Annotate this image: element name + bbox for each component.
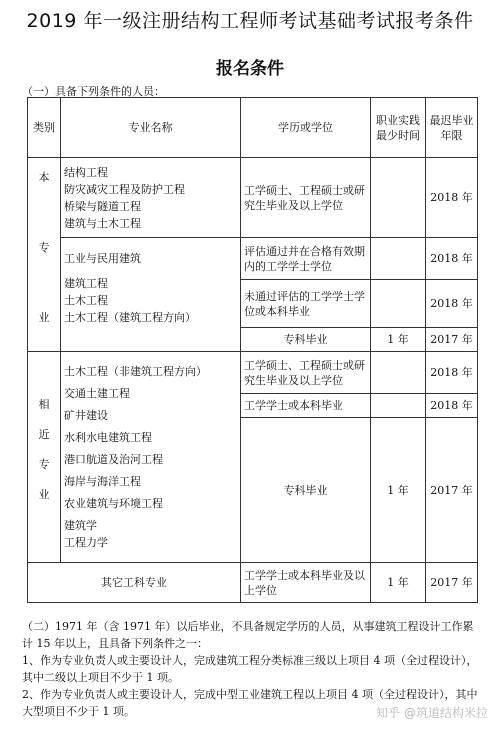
degree-cell: 工学学士或本科毕业: [241, 394, 371, 418]
min-years-cell: [371, 280, 426, 328]
latest-grad-cell: 2017 年: [426, 418, 478, 563]
document-title: 2019 年一级注册结构工程师考试基础考试报考条件: [26, 10, 474, 32]
min-years-cell: 1 年: [371, 418, 426, 563]
latest-grad-cell: 2018 年: [426, 158, 478, 238]
table-row: [28, 238, 478, 280]
major-list: 结构工程 防灾减灾工程及防护工程 桥梁与隧道工程 建筑与土木工程: [61, 158, 241, 238]
section-title: 报名条件: [216, 59, 284, 79]
major-list: 工业与民用建筑 建筑工程 土木工程 土木工程（建筑工程方向）: [61, 238, 241, 352]
min-years-cell: [371, 394, 426, 418]
major-list: 土木工程（非建筑工程方向） 交通土建工程 矿井建设 水利水电建筑工程 港口航道及治河工程 海岸与海洋工程 农业建筑与环境工程 建筑学 工程力学: [61, 352, 241, 563]
degree-cell: 工学硕士、工程硕士或研究生毕业及以上学位: [241, 352, 371, 394]
other-major-label: 其它工科专业: [28, 563, 241, 603]
degree-cell: 专科毕业: [241, 328, 371, 352]
min-years-cell: [371, 158, 426, 238]
latest-grad-cell: 2018 年: [426, 394, 478, 418]
degree-cell: 工学硕士、工程硕士或研究生毕业及以上学位: [241, 158, 371, 238]
header-major: 专业名称: [61, 98, 241, 158]
latest-grad-cell: 2018 年: [426, 352, 478, 394]
subsection-heading: （一）具备下列条件的人员：: [22, 85, 165, 98]
latest-grad-cell: 2017 年: [426, 328, 478, 352]
requirements-table: [27, 97, 478, 603]
category-related-major: 相 近 专 业: [28, 352, 61, 563]
min-years-cell: 1 年: [371, 563, 426, 603]
table-row: [28, 158, 478, 238]
note-paragraph: （二）1971 年（含 1971 年）以后毕业，不具备规定学历的人员，从事建筑工程设计工作累计 15 年以上，且具备下列条件之一：: [22, 620, 474, 650]
latest-grad-cell: 2018 年: [426, 238, 478, 280]
table-header-row: [28, 98, 478, 158]
min-years-cell: 1 年: [371, 328, 426, 352]
degree-cell: 专科毕业: [241, 418, 371, 563]
header-degree: 学历或学位: [241, 98, 371, 158]
table-row: [28, 563, 478, 603]
degree-cell: 评估通过并在合格有效期内的工学学士学位: [241, 238, 371, 280]
latest-grad-cell: 2017 年: [426, 563, 478, 603]
note-paragraph: 2、作为专业负责人或主要设计人，完成中型工业建筑工程以上项目 4 项（全过程设计），其中大型项目不少于 1 项。: [22, 688, 478, 718]
category-this-major: 本 专 业: [28, 158, 61, 352]
header-latest-grad: 最迟毕业年限: [426, 98, 478, 158]
header-category: 类别: [28, 98, 61, 158]
min-years-cell: [371, 238, 426, 280]
table-row: [28, 352, 478, 394]
degree-cell: 未通过评估的工学学士学位或本科毕业: [241, 280, 371, 328]
zhihu-watermark: 知乎 @筑道结构米拉: [376, 706, 488, 720]
min-years-cell: [371, 352, 426, 394]
latest-grad-cell: 2018 年: [426, 280, 478, 328]
header-min-years: 职业实践最少时间: [371, 98, 426, 158]
degree-cell: 工学学士或本科毕业及以上学位: [241, 563, 371, 603]
note-paragraph: 1、作为专业负责人或主要设计人，完成建筑工程分类标准三级以上项目 4 项（全过程设计），其中二级以上项目不少于 1 项。: [22, 654, 478, 684]
